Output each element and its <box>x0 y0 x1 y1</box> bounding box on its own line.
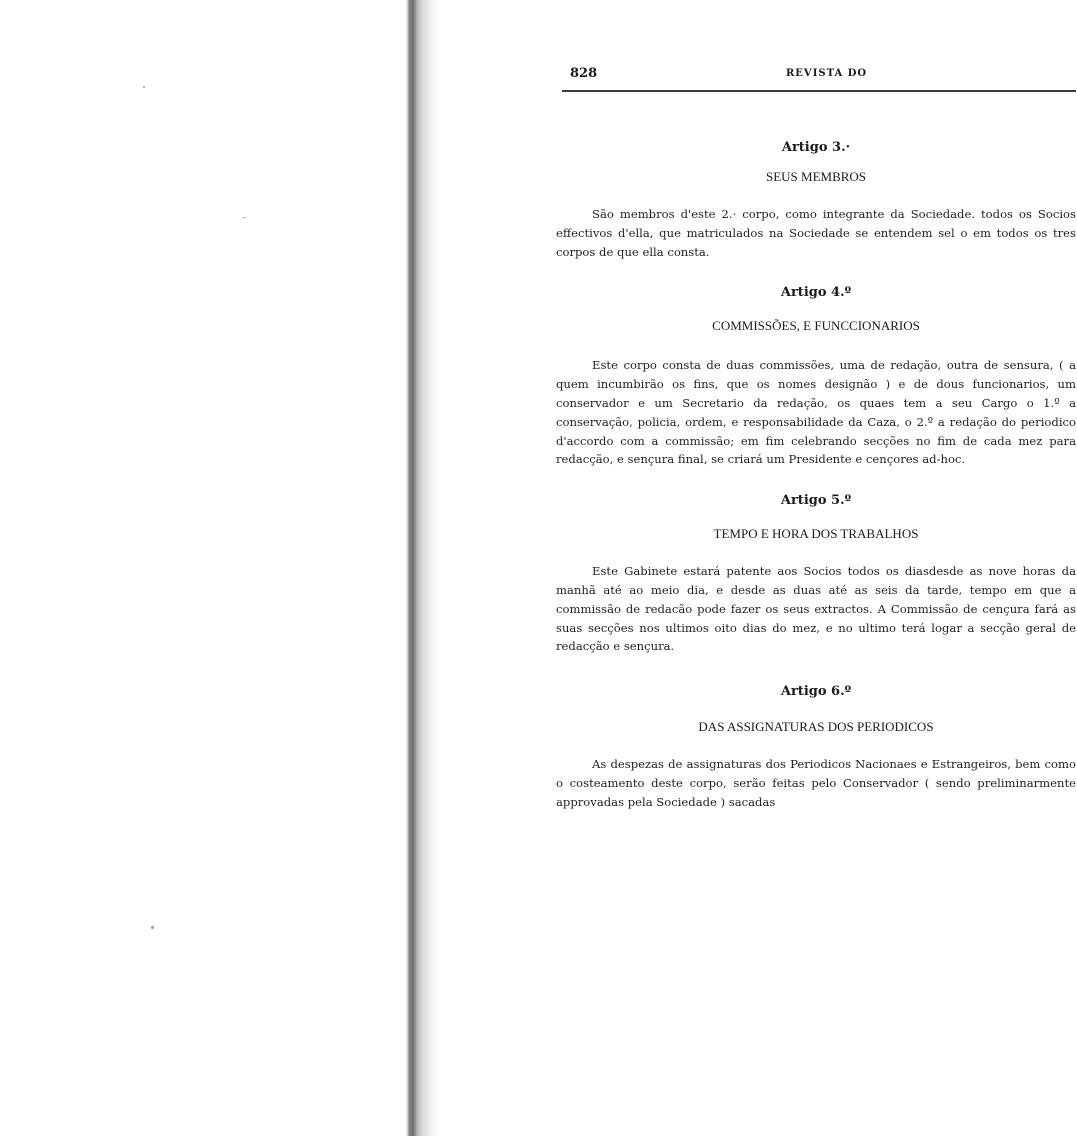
page-number: 828 <box>570 66 598 81</box>
scan-speck <box>243 217 246 218</box>
article-4-text: Este corpo consta de duas commissões, uma de redação, outra de sensura, ( a quem incumbirão os fins, que os nomes designão ) e de dous funcionarios, um conservador e um Secretario da redação, os quaes tem a seu Cargo o 1.º a conservação, policia, ordem, e responsabilidade da Caza, o 2.º a redação do periodico d'accordo com a commissão; em fim celebrando secções no fim de cada mez para redacção, e sençura final, se criará um Presidente e cençores ad-hoc. <box>556 358 1076 467</box>
article-6-title: Artigo 6.º <box>780 684 852 700</box>
article-5-title: Artigo 5.º <box>780 493 852 509</box>
running-head <box>556 58 1076 84</box>
article-4-title: Artigo 4.º <box>780 285 852 301</box>
journal-title: REVISTA DO <box>786 68 868 79</box>
article-5-text: Este Gabinete estará patente aos Socios todos os diasdesde as nove horas da manhã até ao meio dia, e desde as duas até as seis da tarde, tempo em que a commissão de redacão pode fazer os seus extractos. A Commissão de cençura fará as suas secções nos ultimos oito dias do mez, e no ultimo terá logar a secção geral de redacção e sençura. <box>556 564 1076 654</box>
book-page <box>556 58 1076 823</box>
article-3-heading: SEUS MEMBROS <box>765 169 867 184</box>
header-rule <box>562 90 1076 92</box>
article-4-heading: COMMISSÕES, E FUNCCIONARIOS <box>712 318 920 334</box>
article-3-text: São membros d'este 2.· corpo, como integrante da Sociedade. todos os Socios effectivos d'ella, que matriculados na Sociedade se entendem sel o em todos os tres corpos de que ella consta. <box>556 207 1076 259</box>
scan-speck <box>143 86 145 88</box>
article-6-text: As despezas de assignaturas dos Periodicos Nacionaes e Estrangeiros, bem como o costeamento deste corpo, serão feitas pelo Conservador ( sendo preliminarmente approvadas pela Sociedade ) sacadas <box>556 757 1076 809</box>
article-6-heading: DAS ASSIGNATURAS DOS PERIODICOS <box>698 719 934 735</box>
article-3-title: Artigo 3.· <box>781 140 851 155</box>
scan-speck <box>151 926 154 929</box>
article-5-heading: TEMPO E HORA DOS TRABALHOS <box>713 526 919 542</box>
book-gutter <box>405 0 441 1136</box>
